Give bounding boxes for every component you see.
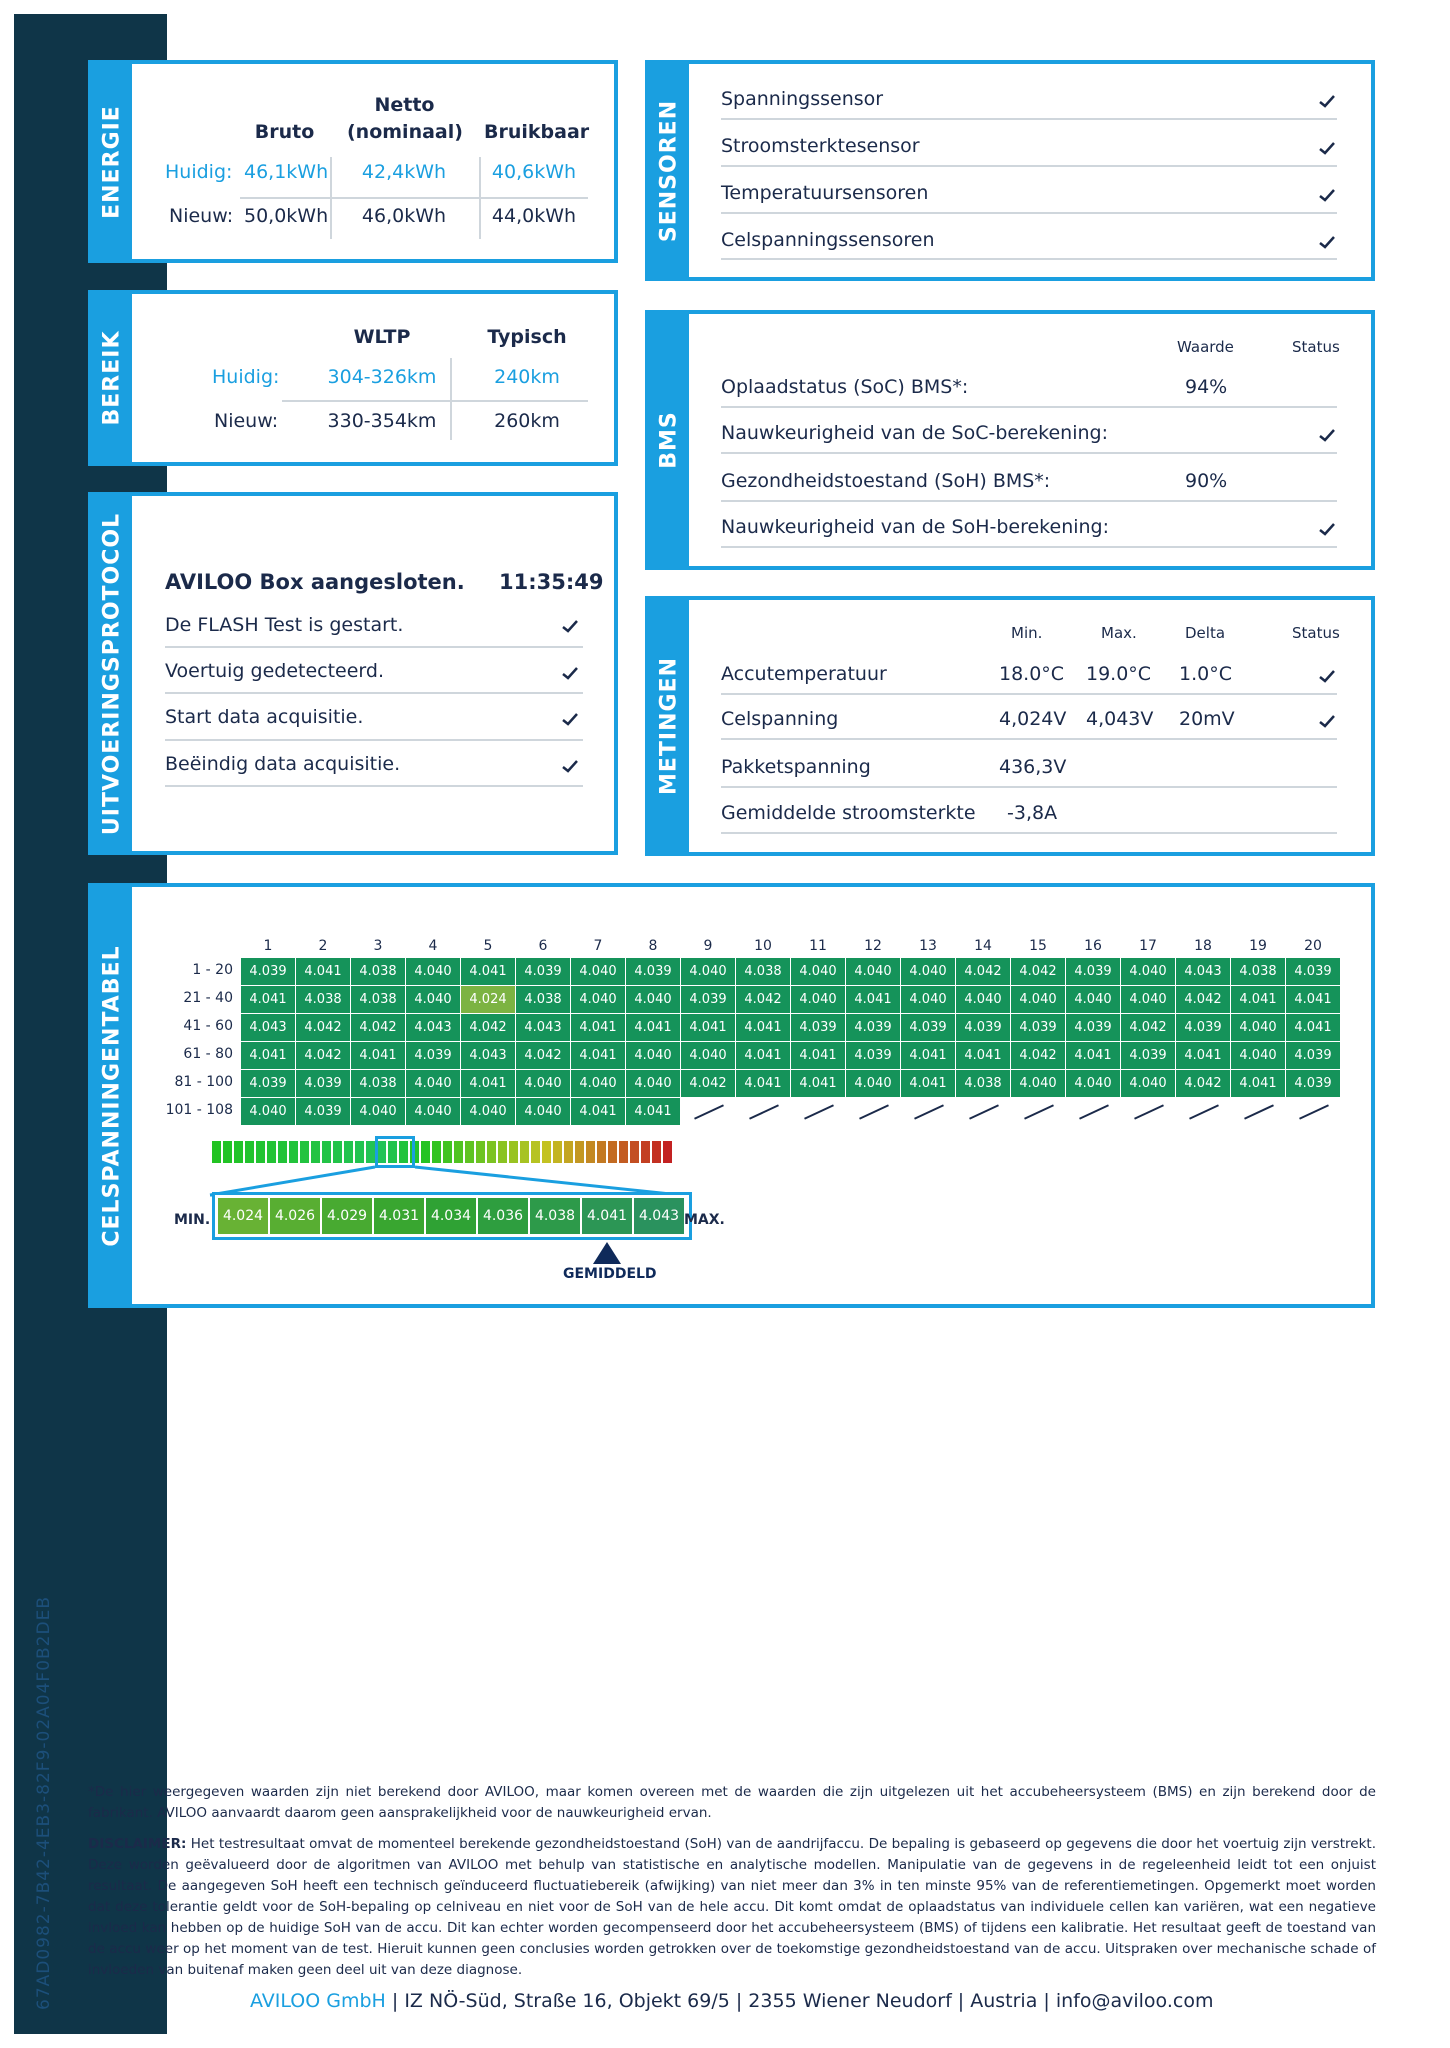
- cell-voltage: 4.042: [296, 1013, 351, 1041]
- gradient-segment: [454, 1141, 463, 1163]
- energie-label-nieuw: Nieuw:: [169, 205, 234, 227]
- sensor-item: Temperatuursensoren: [721, 182, 929, 204]
- sensoren-tab: SENSOREN: [649, 64, 689, 277]
- cell-voltage: 4.043: [406, 1013, 461, 1041]
- company-name: AVILOO GmbH: [250, 1990, 386, 2012]
- cell-voltage: 4.041: [736, 1041, 791, 1069]
- table-row: [241, 1013, 1341, 1041]
- energie-header-bruto: Bruto: [254, 121, 315, 143]
- cell-voltage: 4.042: [736, 985, 791, 1013]
- protocol-step-4: Beëindig data acquisitie.: [165, 753, 401, 775]
- metingen-row-label: Gemiddelde stroomsterkte: [721, 802, 976, 824]
- column-header: 14: [974, 937, 992, 954]
- cell-voltage: 4.040: [1121, 985, 1176, 1013]
- check-icon: [562, 760, 578, 773]
- cell-voltage: 4.042: [681, 1069, 736, 1097]
- metingen-row-max: 4,043V: [1086, 708, 1154, 730]
- check-icon: [1319, 670, 1335, 683]
- protocol-step-3: Start data acquisitie.: [165, 706, 364, 728]
- check-icon: [1319, 189, 1335, 202]
- table-row: [241, 957, 1341, 985]
- energie-label-huidig: Huidig:: [165, 161, 233, 183]
- bereik-header-typisch: Typisch: [487, 326, 567, 348]
- cell-voltage: 4.042: [1011, 957, 1066, 985]
- metingen-col-status: Status: [1292, 624, 1340, 642]
- footer-contact: [250, 1990, 1213, 2012]
- check-icon: [1319, 429, 1335, 442]
- bereik-label-nieuw: Nieuw:: [214, 410, 279, 432]
- metingen-row-label: Accutemperatuur: [721, 663, 887, 685]
- document-id: 67AD0982-7B42-4EB3-82F9-02A04F0B2DEB: [34, 1596, 54, 2010]
- scale-value: 4.038: [530, 1198, 582, 1234]
- check-icon: [1319, 715, 1335, 728]
- cell-voltage: 4.040: [1066, 1069, 1121, 1097]
- cell-voltage: 4.041: [1231, 985, 1286, 1013]
- row-label: 1 - 20: [192, 962, 233, 978]
- gradient-segment: [531, 1141, 540, 1163]
- cell-voltage: 4.041: [901, 1069, 956, 1097]
- footer-disclaimer: DISCLAIMER: Het testresultaat omvat de momenteel berekende gezondheidstoestand (SoH) van de aandrijfaccu. De bepaling is gebaseerd op gegevens die door het voertuig zijn verstrekt. Deze worden geëvalueerd door de algoritmen van AVILOO met behulp van statistische en analytische modellen. Manipulatie van de gegevens in de regeleenheid leidt tot een onjuist resultaat. De aangegeven SoH heeft een technisch geïnduceerd fluctuatiebereik (afwijking) van niet meer dan 3% in ten minste 95% van de referentiemetingen. Opgemerkt moet worden dat deze tolerantie geldt voor de SoH-bepaling op celniveau en niet voor de SoH van de hele accu. Dit komt omdat de oplaadstatus van individuele cellen kan variëren, wat een negatieve invloed kan hebben op de huidige SoH van de accu. Dit kan echter worden gecompenseerd door het accubeheersysteem (BMS) of tijdens een kalibratie. Het resultaat geeft de toestand van de accu weer op het moment van de test. Hieruit kunnen geen conclusies worden getrokken over de toekomstige gezondheidstoestand van de accu. Uitspraken over mechanische schade of invloeden van buitenaf maken geen deel uit van deze diagnose.: [88, 1836, 1376, 1978]
- energie-tab: ENERGIE: [92, 64, 132, 259]
- energie-panel: [88, 60, 618, 263]
- cell-voltage: 4.039: [406, 1041, 461, 1069]
- cell-voltage: 4.038: [296, 985, 351, 1013]
- table-row: [241, 1097, 1341, 1125]
- cell-voltage: 4.040: [681, 1041, 736, 1069]
- cell-voltage: 4.041: [571, 1097, 626, 1125]
- protocol-title: AVILOO Box aangesloten.: [165, 570, 465, 594]
- gradient-segment: [267, 1141, 276, 1163]
- bms-panel: [645, 310, 1375, 570]
- gradient-segment: [586, 1141, 595, 1163]
- cell-voltage: 4.024: [461, 985, 516, 1013]
- cell-voltage: 4.038: [1231, 957, 1286, 985]
- metingen-col-min: Min.: [1011, 624, 1043, 642]
- metingen-col-delta: Delta: [1185, 624, 1226, 642]
- scale-value: 4.041: [582, 1198, 634, 1234]
- cell-voltage: 4.040: [241, 1097, 296, 1125]
- bms-row-value: 94%: [1185, 376, 1228, 398]
- empty-cell: [1121, 1097, 1176, 1125]
- bms-col-status: Status: [1292, 338, 1340, 356]
- company-address: | IZ NÖ-Süd, Straße 16, Objekt 69/5 | 2355 Wiener Neudorf | Austria | info@aviloo.com: [391, 1990, 1214, 2012]
- gradient-segment: [608, 1141, 617, 1163]
- row-label: 101 - 108: [165, 1102, 233, 1118]
- gradient-segment: [630, 1141, 639, 1163]
- protocol-panel: [88, 492, 618, 855]
- bms-col-value: Waarde: [1177, 338, 1234, 356]
- cell-voltage: 4.040: [1231, 1041, 1286, 1069]
- cell-voltage: 4.040: [901, 985, 956, 1013]
- cell-voltage: 4.039: [1121, 1041, 1176, 1069]
- check-icon: [562, 620, 578, 633]
- empty-cell: [791, 1097, 846, 1125]
- gradient-segment: [256, 1141, 265, 1163]
- energie-header-bruikbaar: Bruikbaar: [484, 121, 590, 143]
- cell-voltage: 4.039: [1011, 1013, 1066, 1041]
- column-header: 7: [593, 937, 603, 954]
- cell-voltage: 4.040: [681, 957, 736, 985]
- bms-row-label: Nauwkeurigheid van de SoC-berekening:: [721, 422, 1108, 444]
- empty-cell: [956, 1097, 1011, 1125]
- cell-voltage-table: [240, 935, 1341, 1126]
- cell-voltage: 4.039: [681, 985, 736, 1013]
- column-header: 6: [538, 937, 548, 954]
- cell-voltage: 4.040: [1011, 1069, 1066, 1097]
- bereik-tab: BEREIK: [92, 294, 132, 462]
- cell-voltage: 4.042: [1176, 985, 1231, 1013]
- footer-text: [88, 1782, 1376, 1981]
- cell-voltage: 4.039: [1066, 957, 1121, 985]
- cell-voltage: 4.041: [1231, 1069, 1286, 1097]
- empty-cell: [901, 1097, 956, 1125]
- check-icon: [1319, 523, 1335, 536]
- sensor-item: Spanningssensor: [721, 88, 884, 110]
- cell-voltage: 4.041: [791, 1041, 846, 1069]
- energie-huidig-bruikbaar: 40,6kWh: [491, 161, 577, 183]
- metingen-panel: [645, 596, 1375, 856]
- cell-voltage: 4.040: [406, 1069, 461, 1097]
- gradient-segment: [344, 1141, 353, 1163]
- cell-voltage: 4.041: [681, 1013, 736, 1041]
- cell-voltage: 4.041: [241, 985, 296, 1013]
- table-row: [241, 985, 1341, 1013]
- gradient-segment: [575, 1141, 584, 1163]
- cell-voltage: 4.040: [1011, 985, 1066, 1013]
- cell-voltage: 4.040: [1231, 1013, 1286, 1041]
- cell-voltage: 4.038: [351, 957, 406, 985]
- column-header: 8: [648, 937, 658, 954]
- metingen-row-min: -3,8A: [1007, 802, 1058, 824]
- gradient-segment: [311, 1141, 320, 1163]
- cell-voltage: 4.041: [296, 957, 351, 985]
- gradient-segment: [520, 1141, 529, 1163]
- energie-huidig-netto: 42,4kWh: [361, 161, 447, 183]
- row-label: 61 - 80: [183, 1046, 233, 1062]
- gradient-segment: [443, 1141, 452, 1163]
- bms-row-label: Nauwkeurigheid van de SoH-berekening:: [721, 516, 1110, 538]
- cell-voltage: 4.041: [736, 1069, 791, 1097]
- empty-cell: [1066, 1097, 1121, 1125]
- column-header: 2: [318, 937, 328, 954]
- sensor-item: Celspanningssensoren: [721, 229, 935, 251]
- table-row: [241, 1069, 1341, 1097]
- empty-cell: [1011, 1097, 1066, 1125]
- cell-voltage: 4.041: [461, 1069, 516, 1097]
- energie-nieuw-bruikbaar: 44,0kWh: [491, 205, 577, 227]
- cell-voltage: 4.040: [1121, 1069, 1176, 1097]
- gradient-segment: [465, 1141, 474, 1163]
- empty-cell: [1176, 1097, 1231, 1125]
- check-icon: [1319, 142, 1335, 155]
- cell-voltage: 4.041: [1286, 985, 1341, 1013]
- sensor-item: Stroomsterktesensor: [721, 135, 920, 157]
- empty-cell: [736, 1097, 791, 1125]
- gradient-segment: [432, 1141, 441, 1163]
- cell-voltage: 4.039: [846, 1013, 901, 1041]
- gradient-segment: [333, 1141, 342, 1163]
- cell-voltage: 4.041: [351, 1041, 406, 1069]
- gradient-segment: [223, 1141, 232, 1163]
- energie-nieuw-bruto: 50,0kWh: [244, 205, 329, 227]
- cell-voltage: 4.043: [516, 1013, 571, 1041]
- cell-voltage: 4.039: [626, 957, 681, 985]
- scale-value: 4.024: [218, 1198, 270, 1234]
- empty-cell: [1286, 1097, 1341, 1125]
- cell-voltage: 4.041: [241, 1041, 296, 1069]
- cell-voltage: 4.038: [351, 1069, 406, 1097]
- cell-voltage: 4.040: [626, 1069, 681, 1097]
- cell-voltage: 4.043: [1176, 957, 1231, 985]
- gradient-segment: [278, 1141, 287, 1163]
- cell-voltage: 4.039: [1066, 1013, 1121, 1041]
- cell-voltage: 4.039: [846, 1041, 901, 1069]
- scale-value: 4.026: [270, 1198, 322, 1234]
- cell-voltage: 4.039: [296, 1069, 351, 1097]
- check-icon: [1319, 95, 1335, 108]
- bms-tab: BMS: [649, 314, 689, 566]
- column-header: 15: [1029, 937, 1047, 954]
- row-label: 21 - 40: [183, 990, 233, 1006]
- gradient-segment: [619, 1141, 628, 1163]
- gradient-segment: [487, 1141, 496, 1163]
- cell-voltage: 4.040: [461, 1097, 516, 1125]
- cell-voltage: 4.041: [736, 1013, 791, 1041]
- cell-voltage: 4.040: [406, 985, 461, 1013]
- gradient-segment: [366, 1141, 375, 1163]
- cell-voltage: 4.040: [846, 957, 901, 985]
- metingen-row-max: 19.0°C: [1086, 663, 1152, 685]
- bms-row-value: 90%: [1185, 470, 1228, 492]
- gradient-segment: [542, 1141, 551, 1163]
- cell-voltage: 4.041: [461, 957, 516, 985]
- row-label: 81 - 100: [174, 1074, 233, 1090]
- gradient-segment: [289, 1141, 298, 1163]
- cell-voltage: 4.039: [1286, 957, 1341, 985]
- footer-note: *De hier weergegeven waarden zijn niet berekend door AVILOO, maar komen overeen met de waarden die zijn uitgelezen uit het accubeheersysteem (BMS) en zijn berekend door de fabrikant. AVILOO aanvaardt daarom geen aansprakelijkheid voor de nauwkeurigheid ervan.: [88, 1784, 1376, 1821]
- cell-voltage: 4.040: [571, 985, 626, 1013]
- cell-voltage: 4.040: [406, 957, 461, 985]
- metingen-row-min: 436,3V: [999, 756, 1067, 778]
- gradient-segment: [498, 1141, 507, 1163]
- empty-cell: [846, 1097, 901, 1125]
- column-header: 20: [1304, 937, 1322, 954]
- energie-nieuw-netto: 46,0kWh: [361, 205, 447, 227]
- table-row: [241, 1041, 1341, 1069]
- cell-voltage: 4.040: [846, 1069, 901, 1097]
- cell-voltage: 4.041: [571, 1013, 626, 1041]
- check-icon: [562, 713, 578, 726]
- cell-voltage: 4.042: [1176, 1069, 1231, 1097]
- cell-voltage: 4.040: [956, 985, 1011, 1013]
- scale-value: 4.043: [634, 1198, 686, 1234]
- energie-header-netto: Netto (nominaal): [347, 94, 463, 143]
- cell-voltage: 4.042: [461, 1013, 516, 1041]
- cell-voltage: 4.039: [791, 1013, 846, 1041]
- column-header: 11: [809, 937, 827, 954]
- row-label: 41 - 60: [183, 1018, 233, 1034]
- scale-max-label: MAX.: [684, 1212, 725, 1228]
- check-icon: [562, 667, 578, 680]
- cell-voltage: 4.038: [956, 1069, 1011, 1097]
- cell-voltage: 4.040: [626, 985, 681, 1013]
- gradient-segment: [641, 1141, 650, 1163]
- cell-voltage: 4.042: [516, 1041, 571, 1069]
- bereik-nieuw-wltp: 330-354km: [327, 410, 437, 432]
- cell-voltage: 4.040: [791, 957, 846, 985]
- cell-voltage: 4.040: [516, 1069, 571, 1097]
- column-header: 5: [483, 937, 493, 954]
- gradient-segment: [355, 1141, 364, 1163]
- protocol-step-1: De FLASH Test is gestart.: [165, 614, 404, 636]
- cell-voltage: 4.038: [351, 985, 406, 1013]
- column-header: 1: [263, 937, 273, 954]
- cell-voltage: 4.041: [626, 1097, 681, 1125]
- column-header: 3: [373, 937, 383, 954]
- metingen-col-max: Max.: [1101, 624, 1137, 642]
- cell-voltage: 4.041: [956, 1041, 1011, 1069]
- column-header: 17: [1139, 937, 1157, 954]
- cell-voltage: 4.043: [461, 1041, 516, 1069]
- metingen-row-label: Pakketspanning: [721, 756, 871, 778]
- cell-voltage: 4.040: [406, 1097, 461, 1125]
- scale-value: 4.036: [478, 1198, 530, 1234]
- metingen-row-delta: 20mV: [1179, 708, 1235, 730]
- metingen-row-min: 18.0°C: [999, 663, 1065, 685]
- bms-row-label: Oplaadstatus (SoC) BMS*:: [721, 376, 969, 398]
- cell-voltage: 4.041: [1286, 1013, 1341, 1041]
- gradient-segment: [212, 1141, 221, 1163]
- gradient-segment: [509, 1141, 518, 1163]
- cell-voltage: 4.040: [571, 957, 626, 985]
- cell-voltage: 4.039: [516, 957, 571, 985]
- protocol-time: 11:35:49: [499, 570, 604, 594]
- cell-voltage: 4.038: [516, 985, 571, 1013]
- cell-voltage: 4.038: [736, 957, 791, 985]
- cell-voltage: 4.040: [351, 1097, 406, 1125]
- cell-voltage: 4.040: [901, 957, 956, 985]
- column-header: 13: [919, 937, 937, 954]
- gradient-segment: [652, 1141, 661, 1163]
- cell-voltage: 4.039: [956, 1013, 1011, 1041]
- bereik-label-huidig: Huidig:: [212, 366, 280, 388]
- cell-voltage: 4.042: [351, 1013, 406, 1041]
- metingen-tab: METINGEN: [649, 600, 689, 852]
- bereik-panel: [88, 290, 618, 466]
- cell-voltage: 4.040: [1066, 985, 1121, 1013]
- cell-voltage: 4.039: [241, 1069, 296, 1097]
- metingen-row-label: Celspanning: [721, 708, 839, 730]
- sensoren-panel: [645, 60, 1375, 281]
- cell-voltage: 4.041: [846, 985, 901, 1013]
- cell-voltage: 4.041: [1066, 1041, 1121, 1069]
- gradient-segment: [245, 1141, 254, 1163]
- metingen-row-delta: 1.0°C: [1179, 663, 1232, 685]
- cell-voltage: 4.040: [1121, 957, 1176, 985]
- cell-voltage: 4.042: [296, 1041, 351, 1069]
- column-header: 4: [428, 937, 438, 954]
- gradient-segment: [234, 1141, 243, 1163]
- scale-value: 4.031: [374, 1198, 426, 1234]
- column-header: 16: [1084, 937, 1102, 954]
- bereik-huidig-typisch: 240km: [494, 366, 560, 388]
- average-label: GEMIDDELD: [563, 1266, 657, 1282]
- bereik-header-wltp: WLTP: [353, 326, 411, 348]
- cell-voltage: 4.041: [791, 1069, 846, 1097]
- cell-voltage: 4.043: [241, 1013, 296, 1041]
- cell-voltage: 4.039: [1286, 1069, 1341, 1097]
- cell-voltage: 4.042: [1121, 1013, 1176, 1041]
- bereik-nieuw-typisch: 260km: [494, 410, 560, 432]
- cell-voltage: 4.041: [1176, 1041, 1231, 1069]
- column-header: 10: [754, 937, 772, 954]
- gradient-segment: [553, 1141, 562, 1163]
- cell-voltage: 4.040: [571, 1069, 626, 1097]
- protocol-step-2: Voertuig gedetecteerd.: [165, 660, 385, 682]
- cell-voltage: 4.041: [901, 1041, 956, 1069]
- gradient-segment: [663, 1141, 672, 1163]
- column-header: 18: [1194, 937, 1212, 954]
- gradient-segment: [300, 1141, 309, 1163]
- celtabel-tab: CELSPANNINGENTABEL: [92, 887, 132, 1304]
- bms-row-label: Gezondheidstoestand (SoH) BMS*:: [721, 470, 1051, 492]
- protocol-tab: UITVOERINGSPROTOCOL: [92, 496, 132, 851]
- gradient-segment: [597, 1141, 606, 1163]
- energie-huidig-bruto: 46,1kWh: [244, 161, 329, 183]
- bereik-huidig-wltp: 304-326km: [327, 366, 437, 388]
- cell-voltage: 4.039: [296, 1097, 351, 1125]
- gradient-segment: [322, 1141, 331, 1163]
- cell-voltage: 4.039: [1286, 1041, 1341, 1069]
- cell-voltage: 4.041: [626, 1013, 681, 1041]
- empty-cell: [681, 1097, 736, 1125]
- cell-voltage: 4.039: [901, 1013, 956, 1041]
- check-icon: [1319, 236, 1335, 249]
- cell-voltage: 4.042: [1011, 1041, 1066, 1069]
- cell-voltage: 4.041: [571, 1041, 626, 1069]
- column-header: 12: [864, 937, 882, 954]
- cell-voltage: 4.040: [626, 1041, 681, 1069]
- voltage-scale: [212, 1192, 692, 1240]
- cell-voltage: 4.039: [1176, 1013, 1231, 1041]
- column-header: 9: [703, 937, 713, 954]
- gradient-highlight: [375, 1136, 415, 1168]
- gradient-segment: [564, 1141, 573, 1163]
- cell-voltage: 4.040: [791, 985, 846, 1013]
- scale-value: 4.034: [426, 1198, 478, 1234]
- cell-voltage: 4.039: [241, 957, 296, 985]
- empty-cell: [1231, 1097, 1286, 1125]
- gradient-segment: [476, 1141, 485, 1163]
- scale-min-label: MIN.: [174, 1212, 211, 1228]
- metingen-row-min: 4,024V: [999, 708, 1067, 730]
- column-header: 19: [1249, 937, 1267, 954]
- cell-voltage: 4.042: [956, 957, 1011, 985]
- average-marker-icon: [593, 1242, 621, 1264]
- scale-value: 4.029: [322, 1198, 374, 1234]
- gradient-segment: [421, 1141, 430, 1163]
- cell-voltage: 4.040: [516, 1097, 571, 1125]
